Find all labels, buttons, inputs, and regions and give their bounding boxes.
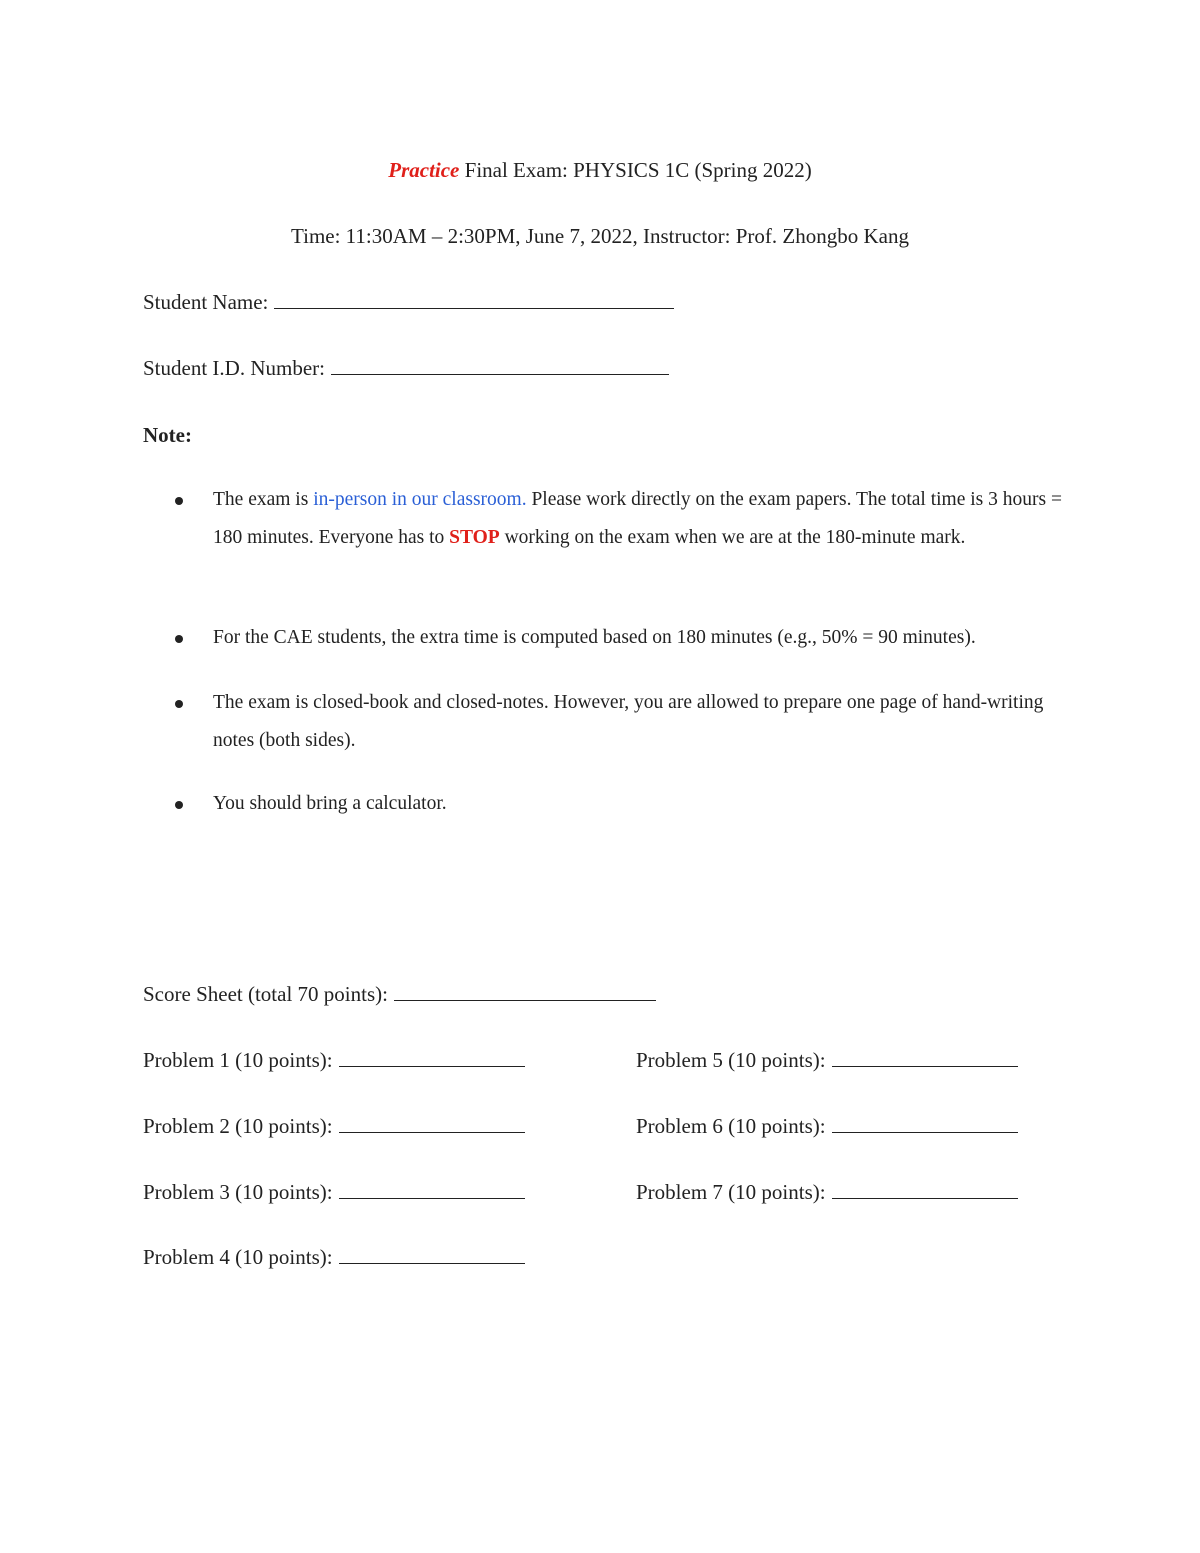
problem-score-blank[interactable] — [832, 1046, 1018, 1067]
student-name-label: Student Name: — [143, 290, 269, 314]
problem-label: Problem 5 (10 points): — [636, 1048, 826, 1072]
note-bullet-4: You should bring a calculator. — [213, 793, 447, 814]
note-bullet-3: The exam is closed-book and closed-notes. However, you are allowed to prepare one page of hand-writing notes (both sides). — [213, 692, 1044, 751]
problem-label: Problem 4 (10 points): — [143, 1245, 333, 1269]
problem-score-blank[interactable] — [832, 1178, 1018, 1199]
bullet-dot-icon — [175, 635, 183, 643]
title-practice-emphasis: Practice — [388, 158, 460, 182]
problem-row — [143, 1046, 525, 1074]
problem-label: Problem 2 (10 points): — [143, 1114, 333, 1138]
note-heading: Note: — [143, 423, 192, 447]
title-text: Final Exam: PHYSICS 1C (Spring 2022) — [459, 158, 812, 182]
problem-score-blank[interactable] — [339, 1046, 525, 1067]
score-sheet-row — [143, 980, 656, 1008]
student-id-row — [143, 354, 669, 382]
exam-time-instructor: Time: 11:30AM – 2:30PM, June 7, 2022, Instructor: Prof. Zhongbo Kang — [291, 224, 909, 248]
note-bullet-1 — [213, 481, 1063, 556]
problem-label: Problem 6 (10 points): — [636, 1114, 826, 1138]
problem-row — [143, 1178, 525, 1206]
problem-score-blank[interactable] — [339, 1178, 525, 1199]
bullet-dot-icon — [175, 497, 183, 505]
score-total-blank[interactable] — [394, 980, 656, 1001]
bullet-1-text-c: working on the exam when we are at the 180-minute mark. — [499, 526, 966, 548]
problem-row — [636, 1046, 1018, 1074]
score-sheet-label: Score Sheet (total 70 points): — [143, 982, 388, 1006]
problem-row — [636, 1178, 1018, 1206]
problem-score-blank[interactable] — [339, 1112, 525, 1133]
bullet-1-text-b: Please work directly on the exam papers. The total time is 3 hours = 180 minutes. Everyone has to — [213, 489, 1062, 548]
student-id-blank[interactable] — [331, 354, 669, 375]
student-id-label: Student I.D. Number: — [143, 356, 325, 380]
bullet-dot-icon — [175, 700, 183, 708]
note-bullet-2: For the CAE students, the extra time is computed based on 180 minutes (e.g., 50% = 90 minutes). — [213, 627, 976, 648]
bullet-1-highlight: in-person in our classroom. — [313, 489, 527, 510]
problem-row — [143, 1112, 525, 1140]
bullet-dot-icon — [175, 801, 183, 809]
exam-title — [0, 156, 1200, 184]
problem-row — [143, 1243, 525, 1271]
problem-label: Problem 3 (10 points): — [143, 1180, 333, 1204]
problem-label: Problem 7 (10 points): — [636, 1180, 826, 1204]
problem-label: Problem 1 (10 points): — [143, 1048, 333, 1072]
bullet-1-stop: STOP — [449, 526, 500, 548]
student-name-blank[interactable] — [274, 288, 674, 309]
problem-score-blank[interactable] — [339, 1243, 525, 1264]
bullet-1-text-a: The exam is — [213, 489, 314, 510]
problem-row — [636, 1112, 1018, 1140]
problem-score-blank[interactable] — [832, 1112, 1018, 1133]
student-name-row — [143, 288, 674, 316]
